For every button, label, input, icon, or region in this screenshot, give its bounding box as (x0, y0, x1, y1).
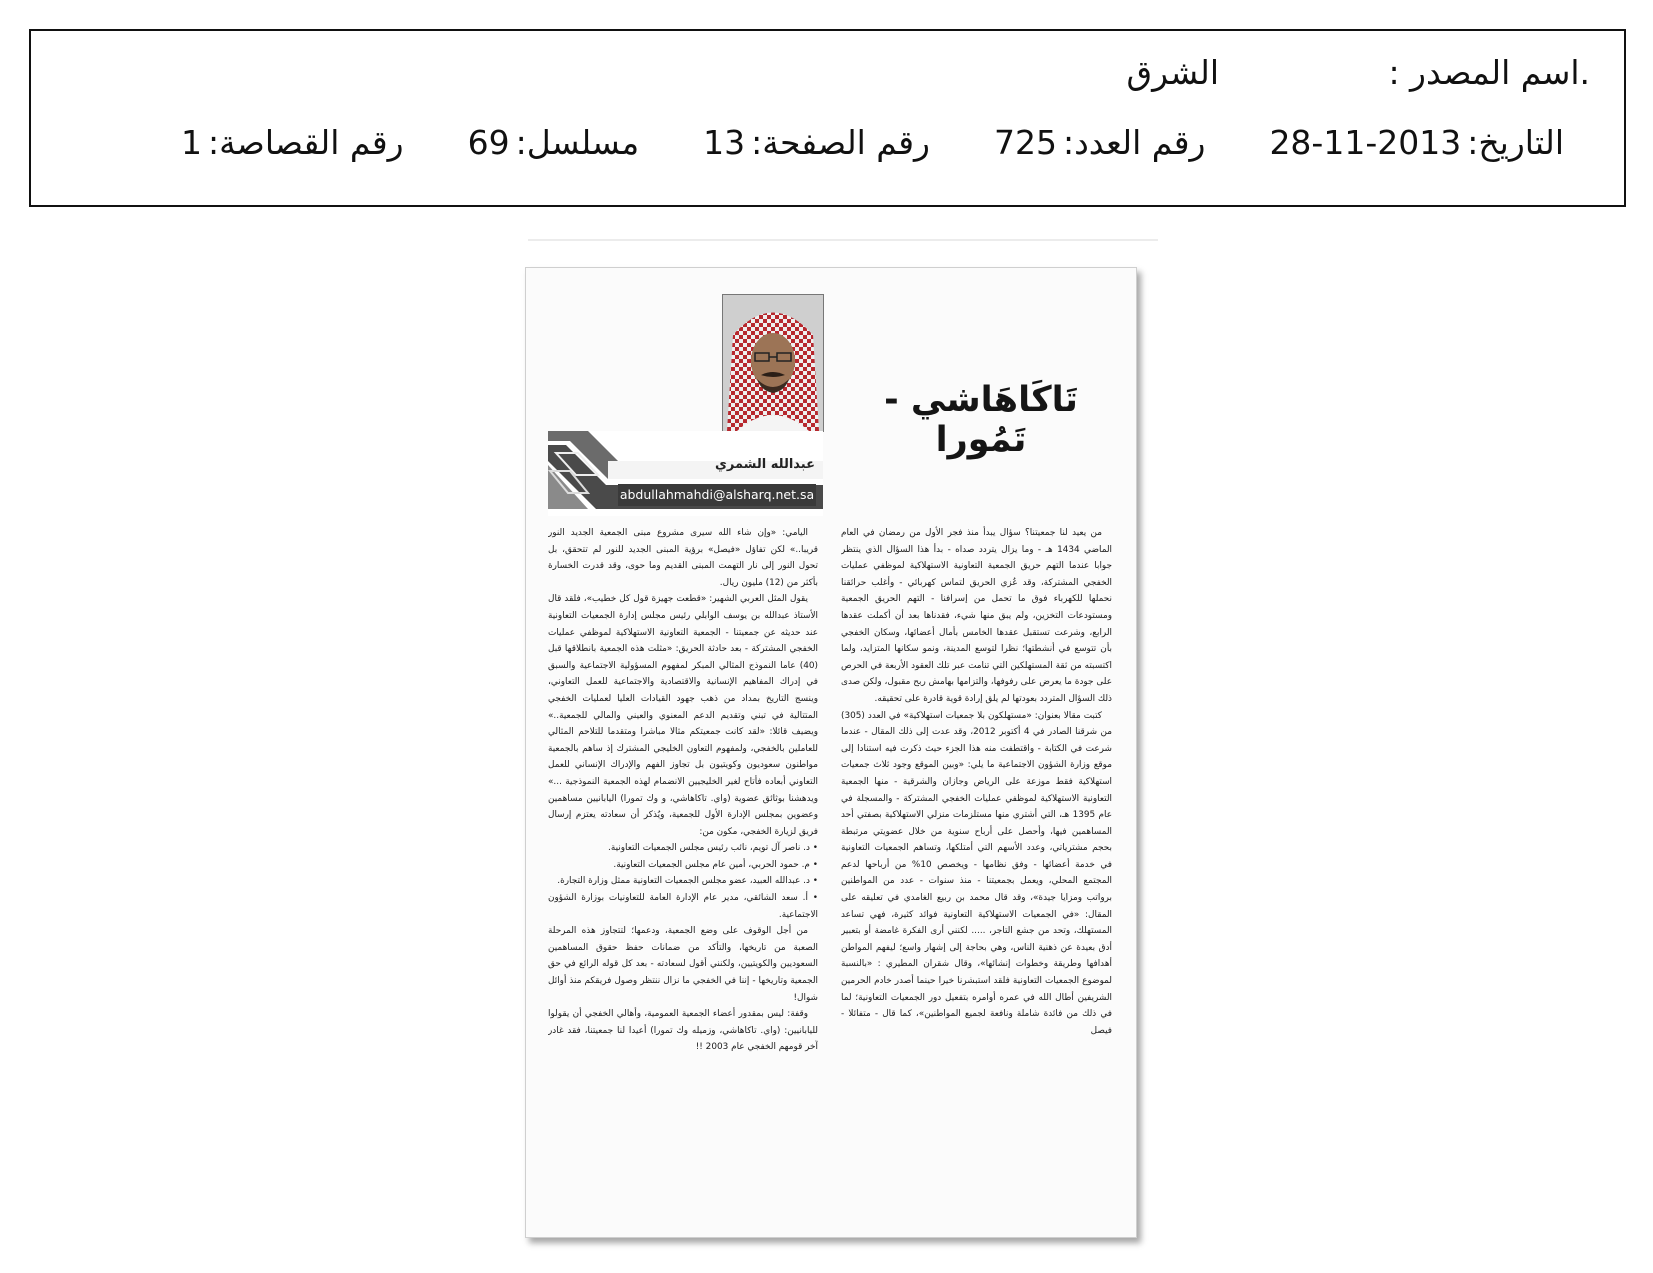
paragraph: اليامي: «وإن شاء الله سيرى مشروع مبنى الجمعية الجديد النور قريبا..» لكن تفاؤل «فيصل» برؤية المبنى الجديد للنور لم تتحقق، بل تحول النور إلى نار التهمت المبنى القديم وما حوى، وقد قدرت الخسارة بأكثر من (12) مليون ريال. (548, 528, 818, 588)
serial-value: 69 (467, 123, 510, 162)
article-column-right (841, 525, 1112, 1225)
serial-label: مسلسل: (515, 123, 640, 162)
issue-value: 725 (993, 123, 1057, 162)
source-label: .اسم المصدر : (1388, 53, 1590, 92)
page-label: رقم الصفحة: (751, 123, 930, 162)
bullet-item: • م. حمود الحربي، أمين عام مجلس الجمعيات التعاونية. (613, 859, 818, 870)
newspaper-clipping (525, 267, 1137, 1238)
source-value: الشرق (1126, 53, 1219, 92)
author-photo (722, 294, 824, 432)
date-label: التاريخ: (1467, 123, 1564, 162)
article-column-left (548, 525, 818, 1225)
author-email: abdullahmahdi@alsharq.net.sa (618, 484, 816, 506)
article-headline: تَاكَاهَاشي - تَمُورا (884, 380, 1078, 460)
author-name: عبدالله الشمري (714, 457, 815, 472)
date-value: 28-11-2013 (1269, 123, 1462, 162)
paragraph: من أجل الوقوف على وضع الجمعية، ودعمها؛ لتتجاوز هذه المرحلة الصعبة من تاريخها، والتأكد من ضمانات حفظ حقوق المساهمين السعوديين والكويتيين، ولكنني أقول لسعادته - بعد كل قوله الرائع في حق الجمعية وتاريخها - إننا في الخفجي ما نزال ننتظر وصول فريقكم منذ أوائل شوال! (548, 926, 818, 1003)
page-value: 13 (703, 123, 746, 162)
paragraph: كتبت مقالا بعنوان: «مستهلكون بلا جمعيات استهلاكية» في العدد (305) من شرقنا الصادر في 4 أكتوبر 2012، وقد عدت إلى ذلك المقال - عندما شرعت في الكتابة - واقتطفت منه هذا الجزء حيث ذكرت فيه استنادا إلى موقع وزارة الشؤون الاجتماعية ما يلي: «وبين الموقع وجود ثلاث جمعيات استهلاكية فقط موزعة على الرياض وجازان والشرقية - منها الجمعية التعاونية الاستهلاكية لموظفي عمليات الخفجي المشتركة - والمسجلة في عام 1395 هـ، التي أشتري منها مستلزمات منزلي الاستهلاكية بصفتي أحد المساهمين فيها، وأحصل على أرباح سنوية من خلال عضويتي مرتبطة بحجم مشترياتي، وعدد الأسهم التي أمتلكها، وتساهم الجمعيات التعاونية في خدمة أعضائها - وفق نظامها - ويخصص 10% من أرباحها لدعم المجتمع المحلي، ويعمل بجمعيتنا - منذ سنوات - عدد من المواطنين برواتب ومزايا جيدة»، وقد قال محمد بن ربيع الغامدي في تعليقه على المقال: «في الجمعيات الاستهلاكية التعاونية فوائد كثيرة، فهي تساعد المستهلك، وتحد من جشع التاجر، ..... لكنني أرى الفكرة غامضة أو بتعبير أدق بعيدة عن ذهنية الناس، وهي بحاجة إلى إشهار واسع؛ ليفهم المواطن أهدافها وطريقة وخطوات إنشائها»، وقال شقران المطيري : «بالنسبة لموضوع الجمعيات التعاونية فلقد استبشرنا خيرا حينما أصدر خادم الحرمين الشريفين أطال الله في عمره أوامره بتفعيل دور الجمعيات التعاونية؛ لما في ذلك من فائدة شاملة ونافعة لجميع المواطنين»، كما قال - متفائلا - فيصل (841, 710, 1112, 1036)
clip-number-value: 1 (180, 123, 202, 162)
issue-field (988, 123, 1205, 162)
header-box (29, 29, 1626, 207)
bullet-item: • أ. سعد الشائقي، مدير عام الإدارة العامة للتعاونيات بوزارة الشؤون الاجتماعية. (548, 893, 818, 920)
separator-line (528, 239, 1158, 241)
issue-label: رقم العدد: (1062, 123, 1206, 162)
clip-number-field (175, 123, 404, 162)
clip-number-label: رقم القصاصة: (207, 123, 404, 162)
date-field (1263, 123, 1564, 162)
page-field (697, 123, 930, 162)
paragraph: وقفة: ليس بمقدور أعضاء الجمعية العمومية، وأهالي الخفجي أن يقولوا لليابانيين: (واي. تاكاهاشي، وزميله وك تمورا) أعيدا لنا جمعيتنا، فقد غادر آخر قومهم الخفجي عام 2003 !! (548, 1009, 818, 1053)
meta-row (117, 123, 1564, 162)
paragraph: من يعيد لنا جمعيتنا؟ سؤال يبدأ منذ فجر الأول من رمضان في العام الماضي 1434 هـ - وما يزال يتردد صداه - بدأ هذا السؤال الذي ينتظر جوابا عندما التهم حريق الجمعية التعاونية الاستهلاكية لموظفي عمليات الخفجي المشتركة، وقد عُزي الحريق لتماس كهربائي - وأغلب حرائقنا نحملها للكهرباء فوق ما تحمل من إسرافنا - التهم الحريق الجمعية ومستودعات التخزين، ولم يبق منها شيء، فقدناها بعد أن أكملت عقدها الرابع، وشرعت تستقبل عقدها الخامس بأمال أعضائها، وسكان الخفجي بأن تتوسع في أنشطتها؛ نظرا لتوسع المدينة، ونمو سكانها المتزايد، ولما اكتسبته من ثقة المستهلكين التي تنامت عبر تلك العقود الأربعة في الحرص على جودة ما يعرض على رفوفها، والتزامها بهامش ربح مقبول، ولكن صدى ذلك السؤال المتردد بعودتها لم يلق إرادة قوية قادرة على تحقيقه. (841, 528, 1112, 704)
serial-field (462, 123, 640, 162)
bullet-item: • د. عبدالله العبيد، عضو مجلس الجمعيات التعاونية ممثل وزارة التجارة. (557, 876, 818, 887)
bullet-item: • د. ناصر آل تويم، نائب رئيس مجلس الجمعيات التعاونية. (608, 843, 818, 854)
paragraph: يقول المثل العربي الشهير: «قطعت جهيزة قول كل خطيب»، فلقد قال الأستاذ عبدالله بن يوسف الوابلي رئيس مجلس إدارة الجمعيات التعاونية عند حديثه عن جمعيتنا - الجمعية التعاونية الاستهلاكية لموظفي عمليات الخفجي المشتركة - بعد حادثة الحريق: «مثلت هذه الجمعية بانطلاقها قبل (40) عاما النموذج المثالي المبكر لمفهوم المسؤولية الاجتماعية والسبق في إدراك المفاهيم الإنسانية والاقتصادية والاجتماعية للعمل التعاوني، وينسج التاريخ بمداد من ذهب جهود القيادات العليا لعمليات الخفجي المتتالية في تبني وتقديم الدعم المعنوي والعيني والمالي للجمعية..» ويضيف قائلا: «لقد كانت جمعيتكم مثالا مباشرا ومتقدما للتلاحم المثالي للعاملين بالخفجي، ولمفهوم التعاون الخليجي المشترك إذ ساهم بالجمعية مواطنون سعوديون وكويتيون بل تجاوز الفهم والإدراك الإنساني للعمل التعاوني أبعاده فأتاح لغير الخليجيين الانضمام لهذه الجمعية النموذجية ...» ويدهشنا بوثائق عضوية (واي. تاكاهاشي، و وك تمورا) اليابانيين مساهمين وعضوين بمجلس الإدارة الأول للجمعية، ويُذكر أن سعادته يعتزم إرسال فريق لزيارة الخفجي، مكون من: (548, 594, 818, 837)
author-banner (548, 431, 823, 516)
